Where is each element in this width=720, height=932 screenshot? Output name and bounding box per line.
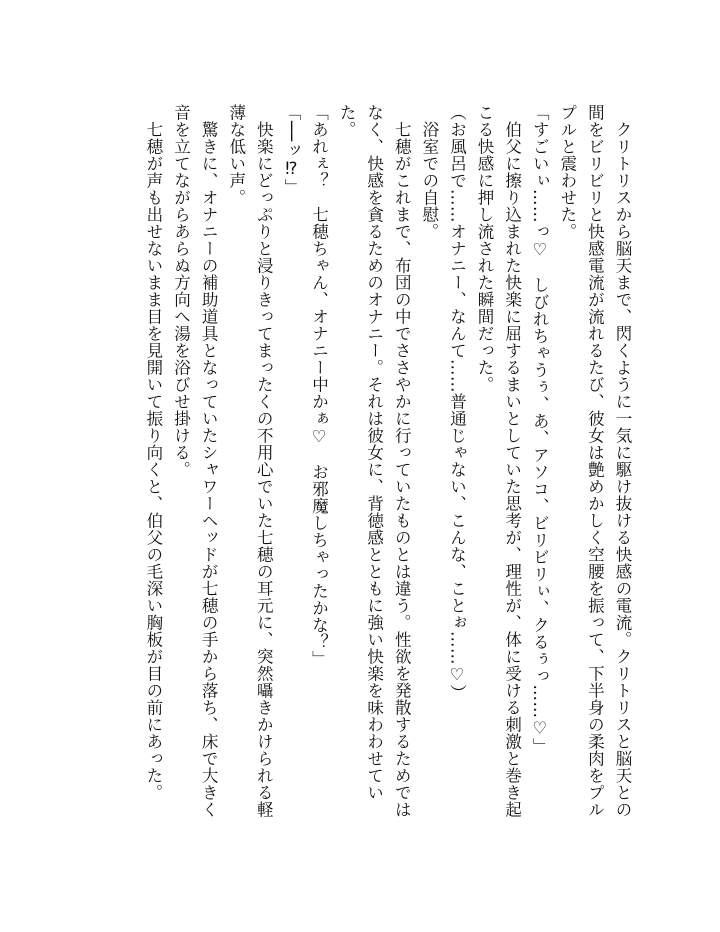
paragraph-10: 驚きに、オナニーの補助道具となっていたシャワーヘッドが七穂の手から落ち、床で大きく音を立てながらあらぬ方向へ湯を浴びせ掛ける。 [171,104,219,818]
paragraph-7: 「あれぇ？ 七穂ちゃん、オナニー中かぁ♡ お邪魔しちゃったかな？」 [309,104,329,668]
paragraph-1: クリトリスから脳天まで、閃くように一気に駆け抜ける快感の電流。クリトリスと脳天との間をビリビリと快感電流が流れるたび、彼女は艶めかしく空腰を振って、下半身の柔肉をプルプルと震わせた。 [557,104,632,818]
paragraph-3: 伯父に擦り込まれた快楽に屈するまいとしていた思考が、理性が、体に受ける刺激と巻き起こる快感に押し流された瞬間だった。 [475,104,522,818]
paragraph-4: （お風呂で……オナニー、なんて……普通じゃない、こんな、ことぉ……♡） [447,104,467,702]
paragraph-9: 快楽にどっぷりと浸りきってまったくの不用心でいた七穂の耳元に、突然囁きかけられる軽薄な低い声。 [226,104,274,818]
paragraph-11: 七穂が声も出せないまま目を見開いて振り向くと、伯父の毛深い胸板が目の前にあった。 [143,104,163,801]
vertical-text-body [139,104,636,832]
paragraph-5: 浴室での自慰。 [419,104,439,240]
paragraph-6: 七穂がこれまで、布団の中でささやかに行っていたものとは違う。性欲を発散するためではなく、快感を貪るためのオナニー。それは彼女に、背徳感とともに強い快楽を味わわせていた。 [337,104,412,818]
paragraph-2: 「すごいぃ……っ♡ しびれちゃうぅ、あ、アソコ、ビリビリぃ、クるぅっ……♡」 [530,104,550,755]
paragraph-8: 「──ッ⁉」 [281,104,301,196]
